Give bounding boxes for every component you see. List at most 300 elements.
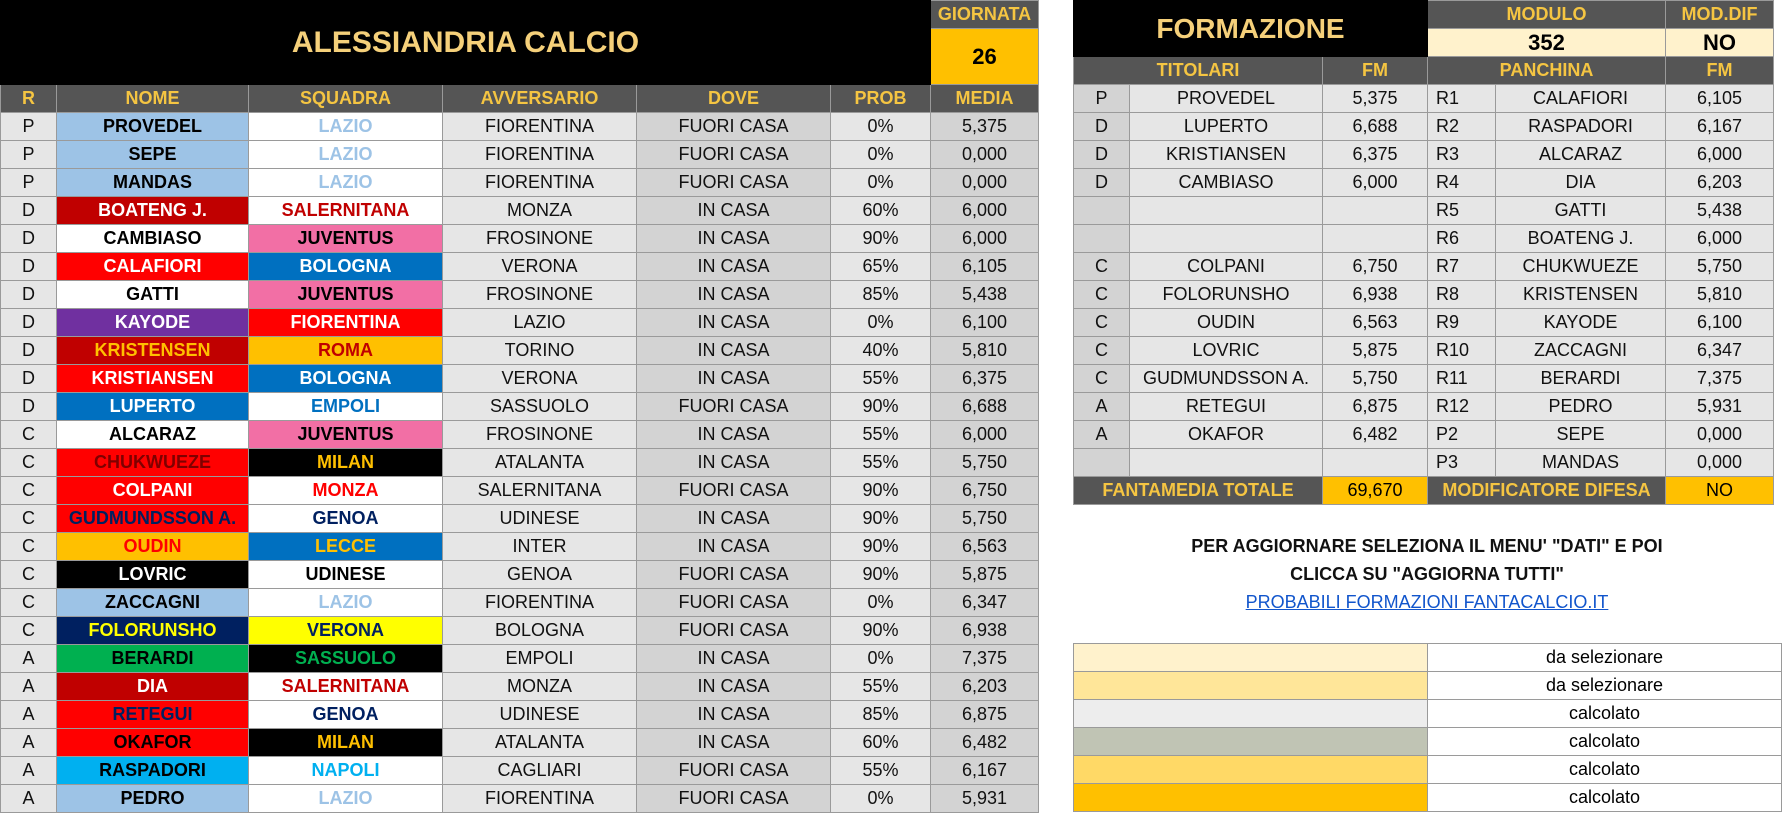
player-ruolo-cell: A bbox=[1, 701, 57, 729]
player-media-cell: 6,100 bbox=[931, 309, 1039, 337]
player-nome-cell: KRISTENSEN bbox=[57, 337, 249, 365]
fm2-header: FM bbox=[1666, 57, 1774, 85]
player-ruolo-cell: D bbox=[1, 225, 57, 253]
player-prob-cell: 90% bbox=[831, 393, 931, 421]
player-row[interactable] bbox=[1, 113, 1039, 141]
player-row[interactable] bbox=[1, 729, 1039, 757]
player-prob-cell: 90% bbox=[831, 533, 931, 561]
player-prob-cell: 0% bbox=[831, 309, 931, 337]
player-squadra-cell: SALERNITANA bbox=[249, 197, 443, 225]
player-media-cell: 6,875 bbox=[931, 701, 1039, 729]
team-title: ALESSIANDRIA CALCIO bbox=[1, 1, 931, 85]
titolare-name-cell: LUPERTO bbox=[1130, 113, 1323, 141]
player-squadra-cell: MONZA bbox=[249, 477, 443, 505]
player-media-cell: 5,931 bbox=[931, 785, 1039, 813]
player-avversario-cell: SASSUOLO bbox=[443, 393, 637, 421]
titolare-fm-cell bbox=[1323, 225, 1428, 253]
player-dove-cell: IN CASA bbox=[637, 309, 831, 337]
panchina-fm-cell: 0,000 bbox=[1666, 449, 1774, 477]
panchina-slot-cell: R5 bbox=[1428, 197, 1496, 225]
player-row[interactable] bbox=[1, 533, 1039, 561]
player-nome-cell: KAYODE bbox=[57, 309, 249, 337]
formazione-row bbox=[1074, 365, 1774, 393]
player-nome-cell: DIA bbox=[57, 673, 249, 701]
player-dove-cell: IN CASA bbox=[637, 337, 831, 365]
player-dove-cell: FUORI CASA bbox=[637, 589, 831, 617]
column-header-prob: PROB bbox=[831, 85, 931, 113]
legend-row bbox=[1074, 784, 1782, 812]
player-avversario-cell: BOLOGNA bbox=[443, 617, 637, 645]
panchina-slot-cell: R3 bbox=[1428, 141, 1496, 169]
player-prob-cell: 90% bbox=[831, 505, 931, 533]
player-nome-cell: CHUKWUEZE bbox=[57, 449, 249, 477]
panchina-slot-cell: P3 bbox=[1428, 449, 1496, 477]
formazione-row bbox=[1074, 449, 1774, 477]
player-squadra-cell: BOLOGNA bbox=[249, 253, 443, 281]
player-squadra-cell: MILAN bbox=[249, 729, 443, 757]
legend-swatch bbox=[1074, 700, 1428, 728]
player-nome-cell: FOLORUNSHO bbox=[57, 617, 249, 645]
player-dove-cell: IN CASA bbox=[637, 421, 831, 449]
fantamedia-totale-label: FANTAMEDIA TOTALE bbox=[1074, 477, 1323, 505]
formazione-row bbox=[1074, 225, 1774, 253]
probabili-formazioni-link[interactable]: PROBABILI FORMAZIONI FANTACALCIO.IT bbox=[1245, 592, 1609, 612]
player-dove-cell: IN CASA bbox=[637, 701, 831, 729]
player-squadra-cell: SASSUOLO bbox=[249, 645, 443, 673]
player-nome-cell: LUPERTO bbox=[57, 393, 249, 421]
totals-row bbox=[1074, 477, 1774, 505]
column-header-ruolo: R bbox=[1, 85, 57, 113]
panchina-name-cell: ZACCAGNI bbox=[1496, 337, 1666, 365]
formazione-row bbox=[1074, 253, 1774, 281]
titolare-fm-cell: 6,482 bbox=[1323, 421, 1428, 449]
player-row[interactable] bbox=[1, 253, 1039, 281]
player-squadra-cell: LAZIO bbox=[249, 589, 443, 617]
panchina-slot-cell: R7 bbox=[1428, 253, 1496, 281]
player-row[interactable] bbox=[1, 281, 1039, 309]
player-prob-cell: 55% bbox=[831, 365, 931, 393]
titolare-fm-cell: 6,938 bbox=[1323, 281, 1428, 309]
player-prob-cell: 90% bbox=[831, 477, 931, 505]
player-prob-cell: 90% bbox=[831, 225, 931, 253]
player-row[interactable] bbox=[1, 589, 1039, 617]
player-row[interactable] bbox=[1, 477, 1039, 505]
player-dove-cell: IN CASA bbox=[637, 533, 831, 561]
player-ruolo-cell: D bbox=[1, 253, 57, 281]
player-squadra-cell: LAZIO bbox=[249, 169, 443, 197]
player-avversario-cell: ATALANTA bbox=[443, 729, 637, 757]
player-squadra-cell: EMPOLI bbox=[249, 393, 443, 421]
panchina-fm-cell: 6,000 bbox=[1666, 225, 1774, 253]
player-nome-cell: COLPANI bbox=[57, 477, 249, 505]
panchina-name-cell: KRISTENSEN bbox=[1496, 281, 1666, 309]
player-dove-cell: FUORI CASA bbox=[637, 113, 831, 141]
player-dove-cell: FUORI CASA bbox=[637, 141, 831, 169]
player-media-cell: 6,105 bbox=[931, 253, 1039, 281]
titolare-name-cell: GUDMUNDSSON A. bbox=[1130, 365, 1323, 393]
panchina-name-cell: GATTI bbox=[1496, 197, 1666, 225]
player-row[interactable] bbox=[1, 561, 1039, 589]
player-squadra-cell: JUVENTUS bbox=[249, 421, 443, 449]
player-dove-cell: IN CASA bbox=[637, 505, 831, 533]
panchina-slot-cell: P2 bbox=[1428, 421, 1496, 449]
panchina-fm-cell: 6,203 bbox=[1666, 169, 1774, 197]
player-ruolo-cell: D bbox=[1, 337, 57, 365]
update-instructions bbox=[1073, 532, 1781, 588]
fantamedia-totale-value: 69,670 bbox=[1323, 477, 1428, 505]
titolare-ruolo-cell bbox=[1074, 197, 1130, 225]
player-row[interactable] bbox=[1, 617, 1039, 645]
column-header-squadra: SQUADRA bbox=[249, 85, 443, 113]
panchina-name-cell: KAYODE bbox=[1496, 309, 1666, 337]
player-nome-cell: PEDRO bbox=[57, 785, 249, 813]
player-prob-cell: 55% bbox=[831, 421, 931, 449]
titolare-name-cell bbox=[1130, 449, 1323, 477]
player-ruolo-cell: D bbox=[1, 281, 57, 309]
column-header-media: MEDIA bbox=[931, 85, 1039, 113]
titolare-ruolo-cell: C bbox=[1074, 365, 1130, 393]
player-row[interactable] bbox=[1, 785, 1039, 813]
player-squadra-cell: GENOA bbox=[249, 505, 443, 533]
player-avversario-cell: INTER bbox=[443, 533, 637, 561]
player-avversario-cell: UDINESE bbox=[443, 701, 637, 729]
player-nome-cell: ALCARAZ bbox=[57, 421, 249, 449]
player-squadra-cell: VERONA bbox=[249, 617, 443, 645]
player-prob-cell: 90% bbox=[831, 617, 931, 645]
player-nome-cell: CALAFIORI bbox=[57, 253, 249, 281]
player-prob-cell: 60% bbox=[831, 729, 931, 757]
panchina-name-cell: DIA bbox=[1496, 169, 1666, 197]
player-dove-cell: FUORI CASA bbox=[637, 617, 831, 645]
player-media-cell: 6,000 bbox=[931, 421, 1039, 449]
player-prob-cell: 85% bbox=[831, 701, 931, 729]
panchina-name-cell: CHUKWUEZE bbox=[1496, 253, 1666, 281]
player-prob-cell: 65% bbox=[831, 253, 931, 281]
titolare-fm-cell bbox=[1323, 449, 1428, 477]
panchina-slot-cell: R2 bbox=[1428, 113, 1496, 141]
formazione-row bbox=[1074, 281, 1774, 309]
player-prob-cell: 55% bbox=[831, 757, 931, 785]
player-row[interactable] bbox=[1, 309, 1039, 337]
panchina-slot-cell: R11 bbox=[1428, 365, 1496, 393]
modulo-select[interactable]: 352 bbox=[1428, 29, 1666, 57]
formazione-row bbox=[1074, 197, 1774, 225]
player-ruolo-cell: A bbox=[1, 729, 57, 757]
player-row[interactable] bbox=[1, 225, 1039, 253]
legend-row bbox=[1074, 728, 1782, 756]
player-row[interactable] bbox=[1, 337, 1039, 365]
player-dove-cell: FUORI CASA bbox=[637, 169, 831, 197]
titolare-name-cell: LOVRIC bbox=[1130, 337, 1323, 365]
legend-label: calcolato bbox=[1428, 784, 1782, 812]
legend-swatch bbox=[1074, 644, 1428, 672]
player-avversario-cell: UDINESE bbox=[443, 505, 637, 533]
titolare-fm-cell: 6,688 bbox=[1323, 113, 1428, 141]
player-dove-cell: IN CASA bbox=[637, 449, 831, 477]
player-squadra-cell: GENOA bbox=[249, 701, 443, 729]
player-prob-cell: 55% bbox=[831, 449, 931, 477]
legend-row bbox=[1074, 672, 1782, 700]
panchina-fm-cell: 6,000 bbox=[1666, 141, 1774, 169]
moddif-select[interactable]: NO bbox=[1666, 29, 1774, 57]
player-media-cell: 7,375 bbox=[931, 645, 1039, 673]
player-squadra-cell: UDINESE bbox=[249, 561, 443, 589]
panchina-slot-cell: R9 bbox=[1428, 309, 1496, 337]
player-row[interactable] bbox=[1, 365, 1039, 393]
moddif-label: MOD.DIF bbox=[1666, 1, 1774, 29]
player-nome-cell: RETEGUI bbox=[57, 701, 249, 729]
modificatore-difesa-label: MODIFICATORE DIFESA bbox=[1428, 477, 1666, 505]
panchina-slot-cell: R4 bbox=[1428, 169, 1496, 197]
panchina-name-cell: SEPE bbox=[1496, 421, 1666, 449]
legend-label: da selezionare bbox=[1428, 672, 1782, 700]
column-header-nome: NOME bbox=[57, 85, 249, 113]
player-ruolo-cell: P bbox=[1, 113, 57, 141]
player-ruolo-cell: P bbox=[1, 141, 57, 169]
player-row[interactable] bbox=[1, 197, 1039, 225]
player-ruolo-cell: C bbox=[1, 505, 57, 533]
titolare-ruolo-cell: C bbox=[1074, 253, 1130, 281]
panchina-name-cell: BERARDI bbox=[1496, 365, 1666, 393]
titolare-ruolo-cell: A bbox=[1074, 421, 1130, 449]
legend-label: da selezionare bbox=[1428, 644, 1782, 672]
titolare-fm-cell: 5,375 bbox=[1323, 85, 1428, 113]
player-avversario-cell: CAGLIARI bbox=[443, 757, 637, 785]
player-avversario-cell: FROSINONE bbox=[443, 421, 637, 449]
panchina-name-cell: ALCARAZ bbox=[1496, 141, 1666, 169]
player-media-cell: 5,375 bbox=[931, 113, 1039, 141]
player-nome-cell: SEPE bbox=[57, 141, 249, 169]
titolare-name-cell bbox=[1130, 225, 1323, 253]
player-row[interactable] bbox=[1, 449, 1039, 477]
giornata-value[interactable]: 26 bbox=[931, 29, 1039, 85]
panchina-name-cell: MANDAS bbox=[1496, 449, 1666, 477]
player-media-cell: 0,000 bbox=[931, 169, 1039, 197]
panchina-name-cell: CALAFIORI bbox=[1496, 85, 1666, 113]
panchina-fm-cell: 5,438 bbox=[1666, 197, 1774, 225]
player-avversario-cell: FIORENTINA bbox=[443, 141, 637, 169]
player-ruolo-cell: D bbox=[1, 197, 57, 225]
panchina-slot-cell: R6 bbox=[1428, 225, 1496, 253]
titolare-name-cell: COLPANI bbox=[1130, 253, 1323, 281]
player-row[interactable] bbox=[1, 421, 1039, 449]
legend-label: calcolato bbox=[1428, 700, 1782, 728]
update-instructions-line2: CLICCA SU "AGGIORNA TUTTI" bbox=[1290, 564, 1564, 584]
panchina-fm-cell: 5,810 bbox=[1666, 281, 1774, 309]
player-prob-cell: 90% bbox=[831, 561, 931, 589]
player-prob-cell: 85% bbox=[831, 281, 931, 309]
player-row[interactable] bbox=[1, 393, 1039, 421]
legend-swatch bbox=[1074, 784, 1428, 812]
player-avversario-cell: MONZA bbox=[443, 673, 637, 701]
player-squadra-cell: LECCE bbox=[249, 533, 443, 561]
player-avversario-cell: GENOA bbox=[443, 561, 637, 589]
player-nome-cell: GATTI bbox=[57, 281, 249, 309]
titolare-fm-cell: 5,750 bbox=[1323, 365, 1428, 393]
player-media-cell: 6,000 bbox=[931, 197, 1039, 225]
titolare-fm-cell: 6,000 bbox=[1323, 169, 1428, 197]
update-instructions-line1: PER AGGIORNARE SELEZIONA IL MENU' "DATI" E POI bbox=[1191, 536, 1663, 556]
player-ruolo-cell: C bbox=[1, 477, 57, 505]
player-squadra-cell: JUVENTUS bbox=[249, 281, 443, 309]
legend-swatch bbox=[1074, 672, 1428, 700]
column-header-avversario: AVVERSARIO bbox=[443, 85, 637, 113]
player-media-cell: 6,688 bbox=[931, 393, 1039, 421]
player-avversario-cell: LAZIO bbox=[443, 309, 637, 337]
formazione-row bbox=[1074, 141, 1774, 169]
titolare-ruolo-cell: D bbox=[1074, 141, 1130, 169]
titolare-fm-cell: 6,375 bbox=[1323, 141, 1428, 169]
formazione-row bbox=[1074, 309, 1774, 337]
formazione-header-row bbox=[1074, 57, 1774, 85]
legend-label: calcolato bbox=[1428, 728, 1782, 756]
player-nome-cell: LOVRIC bbox=[57, 561, 249, 589]
titolare-ruolo-cell: C bbox=[1074, 309, 1130, 337]
panchina-fm-cell: 5,750 bbox=[1666, 253, 1774, 281]
panchina-slot-cell: R8 bbox=[1428, 281, 1496, 309]
formazione-row bbox=[1074, 113, 1774, 141]
player-nome-cell: BOATENG J. bbox=[57, 197, 249, 225]
titolare-ruolo-cell: C bbox=[1074, 337, 1130, 365]
formazione-row bbox=[1074, 393, 1774, 421]
panchina-name-cell: PEDRO bbox=[1496, 393, 1666, 421]
formazione-row bbox=[1074, 169, 1774, 197]
player-dove-cell: FUORI CASA bbox=[637, 785, 831, 813]
column-header-row bbox=[1, 85, 1039, 113]
titolare-ruolo-cell: D bbox=[1074, 113, 1130, 141]
player-ruolo-cell: C bbox=[1, 561, 57, 589]
player-dove-cell: IN CASA bbox=[637, 253, 831, 281]
panchina-slot-cell: R12 bbox=[1428, 393, 1496, 421]
panchina-slot-cell: R1 bbox=[1428, 85, 1496, 113]
player-dove-cell: IN CASA bbox=[637, 281, 831, 309]
player-media-cell: 6,482 bbox=[931, 729, 1039, 757]
player-ruolo-cell: A bbox=[1, 785, 57, 813]
player-ruolo-cell: P bbox=[1, 169, 57, 197]
legend-swatch bbox=[1074, 728, 1428, 756]
player-squadra-cell: LAZIO bbox=[249, 113, 443, 141]
titolare-fm-cell: 6,563 bbox=[1323, 309, 1428, 337]
player-dove-cell: IN CASA bbox=[637, 729, 831, 757]
player-squadra-cell: ROMA bbox=[249, 337, 443, 365]
player-nome-cell: KRISTIANSEN bbox=[57, 365, 249, 393]
panchina-header: PANCHINA bbox=[1428, 57, 1666, 85]
player-media-cell: 5,750 bbox=[931, 505, 1039, 533]
panchina-fm-cell: 7,375 bbox=[1666, 365, 1774, 393]
player-prob-cell: 40% bbox=[831, 337, 931, 365]
legend-row bbox=[1074, 700, 1782, 728]
player-media-cell: 6,347 bbox=[931, 589, 1039, 617]
player-media-cell: 6,563 bbox=[931, 533, 1039, 561]
player-squadra-cell: SALERNITANA bbox=[249, 673, 443, 701]
player-row[interactable] bbox=[1, 169, 1039, 197]
titolare-name-cell: OUDIN bbox=[1130, 309, 1323, 337]
player-prob-cell: 60% bbox=[831, 197, 931, 225]
panchina-fm-cell: 6,105 bbox=[1666, 85, 1774, 113]
legend-row bbox=[1074, 756, 1782, 784]
titolare-fm-cell bbox=[1323, 197, 1428, 225]
player-nome-cell: MANDAS bbox=[57, 169, 249, 197]
player-dove-cell: FUORI CASA bbox=[637, 477, 831, 505]
player-prob-cell: 0% bbox=[831, 785, 931, 813]
titolare-ruolo-cell: C bbox=[1074, 281, 1130, 309]
player-avversario-cell: FIORENTINA bbox=[443, 785, 637, 813]
player-row[interactable] bbox=[1, 645, 1039, 673]
player-avversario-cell: MONZA bbox=[443, 197, 637, 225]
player-avversario-cell: VERONA bbox=[443, 253, 637, 281]
player-ruolo-cell: D bbox=[1, 365, 57, 393]
player-nome-cell: RASPADORI bbox=[57, 757, 249, 785]
giornata-label: GIORNATA bbox=[931, 1, 1039, 29]
player-row[interactable] bbox=[1, 141, 1039, 169]
player-prob-cell: 0% bbox=[831, 169, 931, 197]
player-media-cell: 0,000 bbox=[931, 141, 1039, 169]
modificatore-difesa-value: NO bbox=[1666, 477, 1774, 505]
player-ruolo-cell: C bbox=[1, 421, 57, 449]
player-prob-cell: 0% bbox=[831, 141, 931, 169]
panchina-fm-cell: 6,167 bbox=[1666, 113, 1774, 141]
player-row[interactable] bbox=[1, 701, 1039, 729]
formazione-title: FORMAZIONE bbox=[1074, 1, 1428, 57]
titolare-ruolo-cell: A bbox=[1074, 393, 1130, 421]
player-ruolo-cell: A bbox=[1, 673, 57, 701]
color-legend bbox=[1073, 643, 1782, 812]
legend-label: calcolato bbox=[1428, 756, 1782, 784]
player-squadra-cell: NAPOLI bbox=[249, 757, 443, 785]
player-avversario-cell: FROSINONE bbox=[443, 281, 637, 309]
player-row[interactable] bbox=[1, 757, 1039, 785]
formazione-row bbox=[1074, 337, 1774, 365]
player-media-cell: 6,375 bbox=[931, 365, 1039, 393]
panchina-fm-cell: 6,100 bbox=[1666, 309, 1774, 337]
titolare-name-cell: CAMBIASO bbox=[1130, 169, 1323, 197]
titolare-fm-cell: 5,875 bbox=[1323, 337, 1428, 365]
player-squadra-cell: JUVENTUS bbox=[249, 225, 443, 253]
fm-header: FM bbox=[1323, 57, 1428, 85]
player-dove-cell: IN CASA bbox=[637, 673, 831, 701]
player-dove-cell: IN CASA bbox=[637, 645, 831, 673]
player-nome-cell: OUDIN bbox=[57, 533, 249, 561]
player-squadra-cell: LAZIO bbox=[249, 785, 443, 813]
player-media-cell: 6,000 bbox=[931, 225, 1039, 253]
player-squadra-cell: BOLOGNA bbox=[249, 365, 443, 393]
column-header-dove: DOVE bbox=[637, 85, 831, 113]
player-nome-cell: PROVEDEL bbox=[57, 113, 249, 141]
player-avversario-cell: FIORENTINA bbox=[443, 169, 637, 197]
panchina-name-cell: RASPADORI bbox=[1496, 113, 1666, 141]
titolare-fm-cell: 6,875 bbox=[1323, 393, 1428, 421]
panchina-name-cell: BOATENG J. bbox=[1496, 225, 1666, 253]
player-ruolo-cell: D bbox=[1, 393, 57, 421]
panchina-fm-cell: 5,931 bbox=[1666, 393, 1774, 421]
titolare-fm-cell: 6,750 bbox=[1323, 253, 1428, 281]
player-row[interactable] bbox=[1, 505, 1039, 533]
formazione-row bbox=[1074, 85, 1774, 113]
player-dove-cell: FUORI CASA bbox=[637, 393, 831, 421]
player-media-cell: 6,750 bbox=[931, 477, 1039, 505]
player-ruolo-cell: C bbox=[1, 589, 57, 617]
player-ruolo-cell: C bbox=[1, 449, 57, 477]
player-row[interactable] bbox=[1, 673, 1039, 701]
player-ruolo-cell: A bbox=[1, 757, 57, 785]
player-avversario-cell: VERONA bbox=[443, 365, 637, 393]
titolare-name-cell: OKAFOR bbox=[1130, 421, 1323, 449]
player-media-cell: 6,167 bbox=[931, 757, 1039, 785]
player-prob-cell: 55% bbox=[831, 673, 931, 701]
player-prob-cell: 0% bbox=[831, 589, 931, 617]
player-media-cell: 5,875 bbox=[931, 561, 1039, 589]
player-avversario-cell: FROSINONE bbox=[443, 225, 637, 253]
